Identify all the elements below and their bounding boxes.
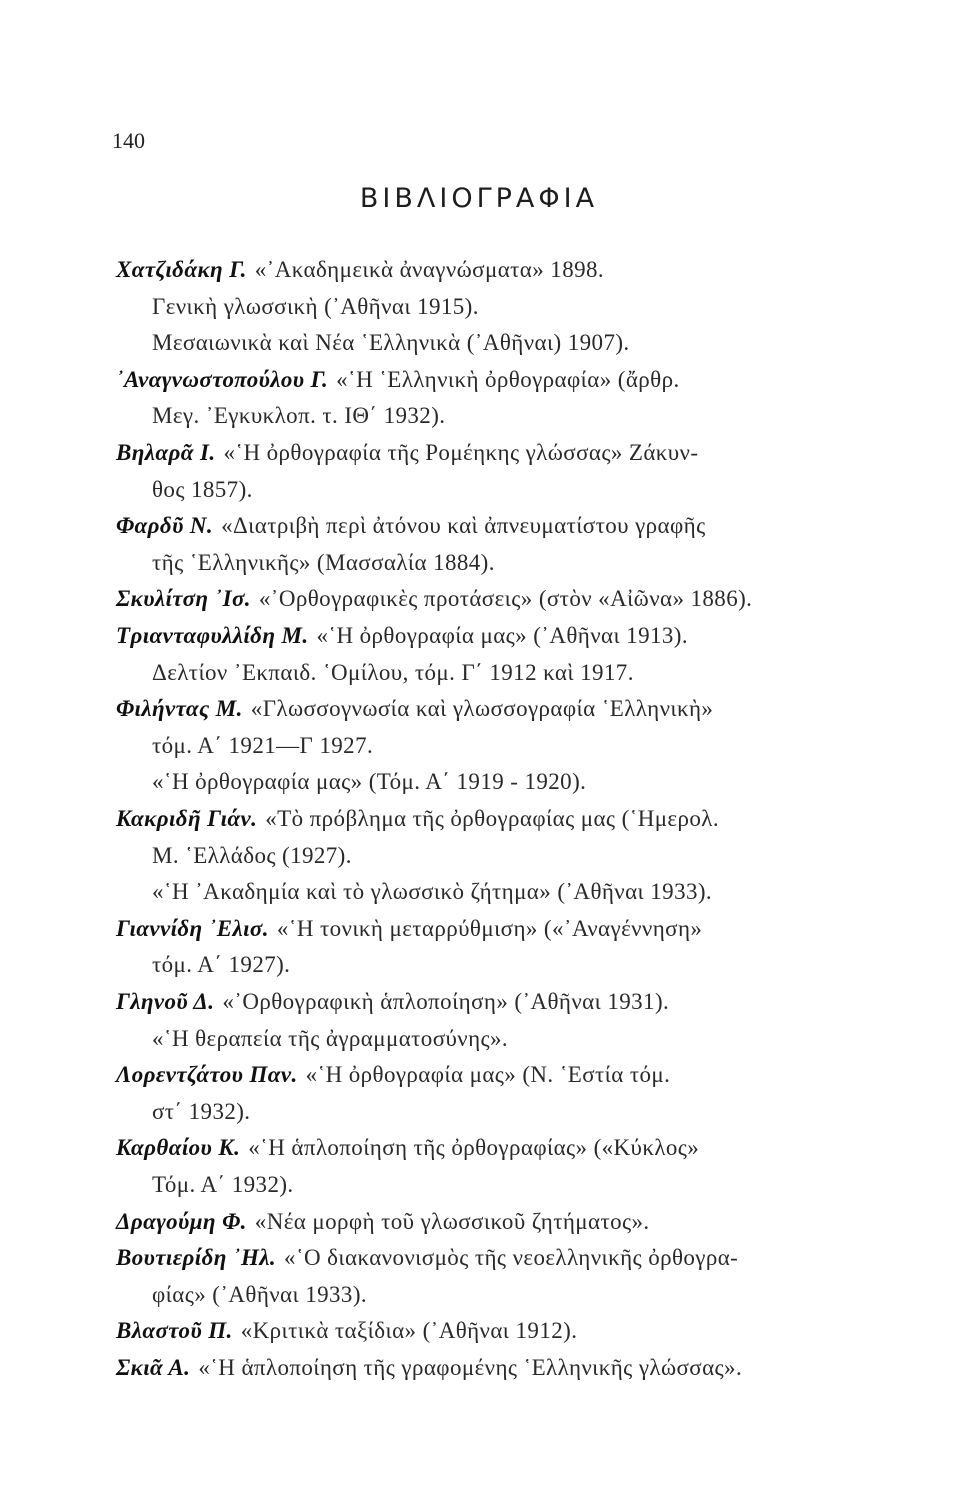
bibliography-continuation (116, 733, 373, 767)
bibliography-continuation (116, 1282, 367, 1316)
bibliography-entry (116, 989, 669, 1023)
entry-text: Γενικὴ γλωσσικὴ (᾿Αθῆναι 1915). (152, 293, 479, 319)
bibliography-continuation (116, 952, 290, 986)
bibliography-entry (116, 623, 688, 657)
bibliography-continuation (116, 294, 479, 328)
entry-text: «῾Η ἁπλοποίηση τῆς γραφομένης ῾Ελληνικῆς γλώσσας». (198, 1355, 743, 1380)
bibliography-entry (116, 1318, 577, 1352)
bibliography-entry (116, 1062, 670, 1096)
bibliography-entry (116, 916, 702, 950)
entry-author: Χατζιδάκη Γ. (116, 257, 247, 282)
page-heading: ΒΙΒΛΙΟΓΡΑΦΙΑ (359, 183, 599, 214)
entry-text: «᾿Ακαδημεικὰ ἀναγνώσματα» 1898. (254, 257, 605, 282)
entry-text: τῆς ῾Ελληνικῆς» (Μασσαλία 1884). (152, 549, 495, 575)
page-number: 140 (112, 128, 145, 153)
entry-author: Φιλήντας Μ. (116, 696, 243, 722)
bibliography-entry (116, 257, 604, 291)
entry-text: Τόμ. Α΄ 1932). (152, 1172, 294, 1197)
bibliography-continuation (116, 1026, 508, 1060)
bibliography-continuation (116, 1099, 250, 1133)
entry-text: «᾿Ορθογραφικὲς προτάσεις» (στὸν «Αἰῶνα» 1886). (258, 586, 753, 612)
entry-author: Λορεντζάτου Παν. (116, 1062, 298, 1088)
bibliography-entry (116, 806, 719, 840)
bibliography-continuation (116, 1172, 294, 1206)
entry-author: Καρθαίου Κ. (116, 1135, 241, 1161)
bibliography-continuation (116, 477, 253, 511)
entry-text: «῾Η ὀρθογραφία τῆς Ρομέηκης γλώσσας» Ζάκυν- (223, 440, 699, 465)
bibliography-continuation (116, 403, 445, 437)
entry-text: «῾Ο διακανονισμὸς τῆς νεοελληνικῆς ὀρθογρα- (284, 1245, 739, 1271)
entry-text: «῾Η ὀρθογραφία μας» (Ν. ῾Εστία τόμ. (305, 1062, 671, 1088)
entry-author: Βηλαρᾶ Ι. (116, 440, 216, 465)
bibliography-continuation (116, 550, 495, 584)
entry-text: Μεγ. ᾿Εγκυκλοπ. τ. ΙΘ΄ 1932). (152, 403, 446, 429)
bibliography-entry (116, 696, 713, 730)
entry-text: «῾Η τονικὴ μεταρρύθμιση» («᾿Αναγέννηση» (276, 915, 703, 941)
entry-text: «Νέα μορφὴ τοῦ γλωσσικοῦ ζητήματος». (254, 1208, 650, 1234)
bibliography-entry (116, 586, 752, 620)
entry-author: Σκυλίτση ᾿Ισ. (116, 586, 251, 612)
entry-author: Γιαννίδη ᾿Ελισ. (116, 915, 269, 941)
entry-text: θος 1857). (152, 476, 253, 502)
entry-author: Φαρδῦ Ν. (116, 513, 214, 539)
bibliography-entry (116, 367, 680, 401)
entry-author: Τριανταφυλλίδη Μ. (116, 623, 309, 648)
entry-author: Κακριδῆ Γιάν. (116, 806, 258, 831)
entry-text: τόμ. Α΄ 1921—Γ 1927. (152, 732, 374, 758)
entry-text: Μεσαιωνικὰ καὶ Νέα ῾Ελληνικὰ (᾿Αθῆναι) 1907). (152, 330, 630, 356)
entry-author: Βουτιερίδη ᾿Ηλ. (116, 1245, 277, 1271)
entry-text: Μ. ῾Ελλάδος (1927). (152, 842, 352, 868)
entry-text: Δελτίον ᾿Εκπαιδ. ῾Ομίλου, τόμ. Γ΄ 1912 καὶ 1917. (152, 659, 634, 685)
entry-author: Δραγούμη Φ. (116, 1208, 247, 1234)
entry-author: Βλαστοῦ Π. (116, 1318, 233, 1344)
entry-text: «῾Η ὀρθογραφία μας» (᾿Αθῆναι 1913). (316, 623, 688, 648)
bibliography-entry (116, 1209, 650, 1243)
entry-text: «Τὸ πρόβλημα τῆς ὀρθογραφίας μας (῾Ημερολ. (265, 806, 719, 831)
entry-author: Γληνοῦ Δ. (116, 989, 215, 1014)
entry-text: τόμ. Α΄ 1927). (152, 952, 291, 978)
bibliography-entry (116, 513, 706, 547)
entry-text: «῾Η ῾Ελληνικὴ ὀρθογραφία» (ἄρθρ. (336, 366, 680, 392)
entry-text: «῾Η ὀρθογραφία μας» (Τόμ. Α΄ 1919 - 1920). (152, 769, 587, 795)
bibliography-entry (116, 1135, 699, 1169)
entry-author: ᾿Αναγνωστοπούλου Γ. (116, 366, 329, 392)
bibliography-continuation (116, 843, 352, 877)
entry-text: «Γλωσσογνωσία καὶ γλωσσογραφία ῾Ελληνικὴ» (250, 696, 714, 722)
entry-text: «᾿Ορθογραφικὴ ἁπλοποίηση» (᾿Αθῆναι 1931). (222, 989, 670, 1014)
bibliography-entry (116, 1355, 742, 1389)
entry-text: «Διατριβὴ περὶ ἀτόνου καὶ ἀπνευματίστου γραφῆς (221, 513, 706, 539)
bibliography-continuation (116, 879, 712, 913)
entry-author: Σκιᾶ Α. (116, 1355, 191, 1380)
entry-text: «῾Η ᾿Ακαδημία καὶ τὸ γλωσσικὸ ζήτημα» (᾿Αθῆναι 1933). (152, 879, 713, 905)
bibliography-entry (116, 1245, 738, 1279)
bibliography-continuation (116, 660, 634, 694)
entry-text: φίας» (᾿Αθῆναι 1933). (152, 1281, 368, 1307)
entry-text: «῾Η ἁπλοποίηση τῆς ὀρθογραφίας» («Κύκλος» (248, 1135, 700, 1161)
bibliography-continuation (116, 330, 630, 364)
entry-text: «Κριτικὰ ταξίδια» (᾿Αθῆναι 1912). (240, 1318, 578, 1344)
entry-text: στ΄ 1932). (152, 1098, 251, 1124)
bibliography-continuation (116, 769, 586, 803)
bibliography-entry (116, 440, 698, 474)
entry-text: «῾Η θεραπεία τῆς ἀγραμματοσύνης». (152, 1025, 509, 1051)
